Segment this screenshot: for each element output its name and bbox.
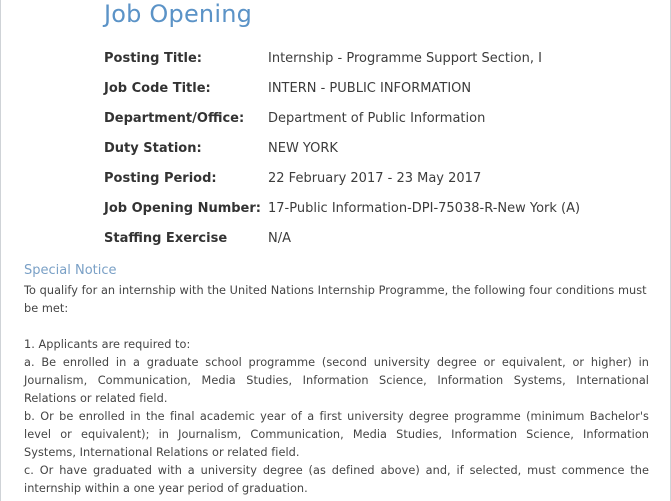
field-value: INTERN - PUBLIC INFORMATION [268,81,472,96]
field-label: Job Opening Number: [104,201,261,216]
paragraph-gap [24,318,649,336]
field-value: Internship - Programme Support Section, I [268,51,542,66]
notice-item-b: b. Or be enrolled in the final academic year of a first university degree programme (minimum Bachelor's level or equivalent); in Journalism, Communication, Media Studies, Information Science, Information Systems, International Relations or related field. [24,410,649,459]
notice-item-a: a. Be enrolled in a graduate school programme (second university degree or equivalent, or higher) in Journalism, Communication, Media Studies, Information Science, Information Systems, International Relations or related field. [24,356,649,405]
field-label: Posting Period: [104,171,217,186]
field-posting-period [104,167,644,197]
field-job-opening-number [104,197,644,227]
notice-item-c: c. Or have graduated with a university degree (as defined above) and, if selected, must commence the internship within a one year period of graduation. [24,464,649,495]
field-staffing-exercise [104,227,644,257]
field-label: Job Code Title: [104,81,211,96]
special-notice-heading: Special Notice [24,263,117,278]
field-job-code-title [104,77,644,107]
field-label: Staffing Exercise [104,231,228,246]
field-value: Department of Public Information [268,111,486,126]
field-value: 22 February 2017 - 23 May 2017 [268,171,482,186]
field-value: N/A [268,231,291,246]
field-duty-station [104,137,644,167]
field-value: 17-Public Information-DPI-75038-R-New York (A) [268,201,581,216]
notice-item-heading: 1. Applicants are required to: [24,338,191,351]
field-value: NEW YORK [268,141,338,156]
page-title: Job Opening [104,0,253,28]
field-label: Duty Station: [104,141,202,156]
field-label: Department/Office: [104,111,245,126]
job-details [104,47,644,257]
special-notice-body [24,282,649,498]
field-department-office [104,107,644,137]
field-posting-title [104,47,644,77]
field-label: Posting Title: [104,51,202,66]
notice-intro: To qualify for an internship with the United Nations Internship Programme, the following four conditions must be met: [24,284,647,315]
